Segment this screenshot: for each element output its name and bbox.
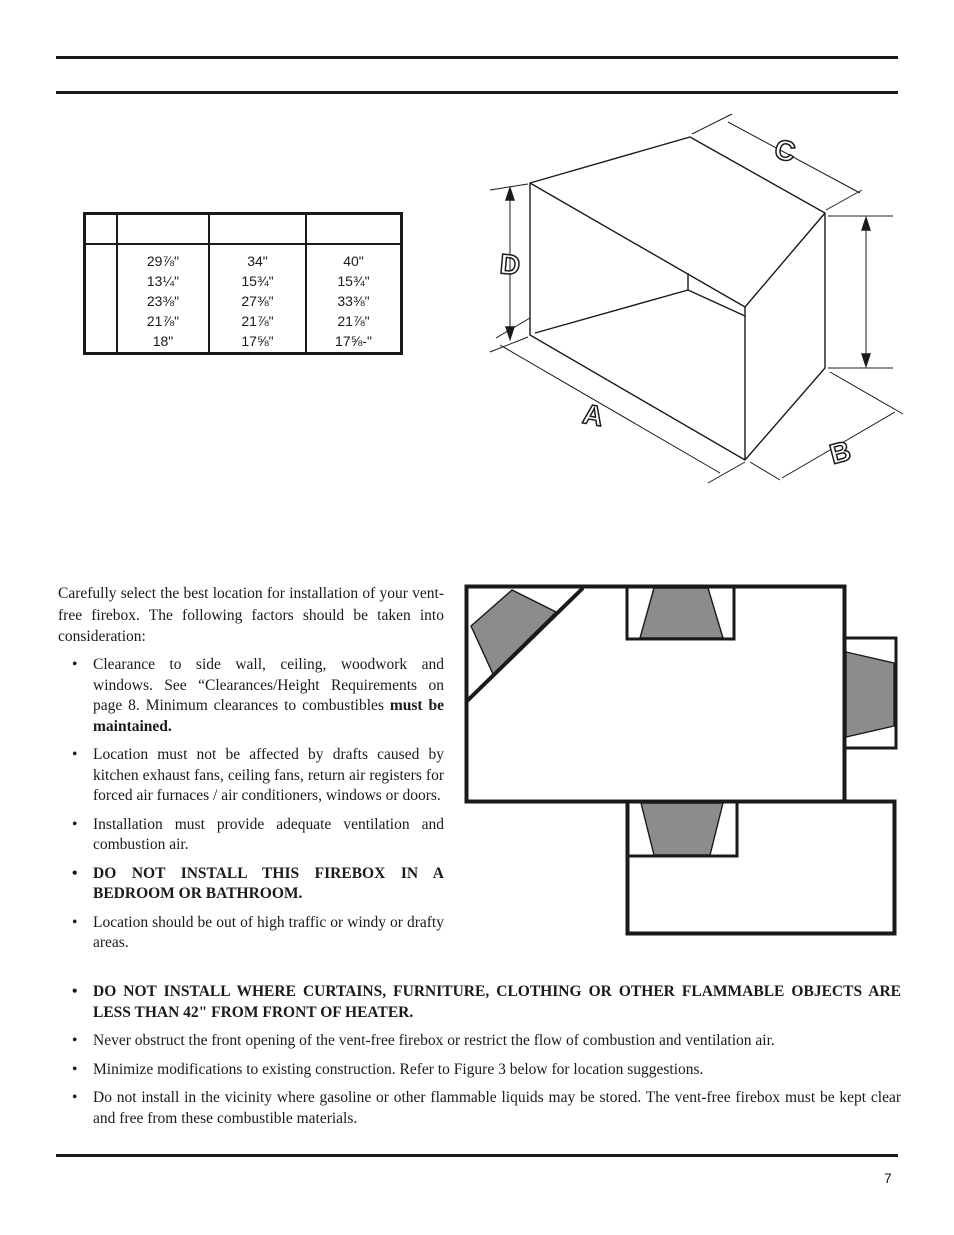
table-cell: 15¾"	[241, 273, 274, 289]
bullet-glyph: •	[72, 1032, 78, 1049]
flush-firebox	[640, 588, 723, 638]
table-cell: 23⅜"	[146, 293, 180, 309]
page-number: 7	[884, 1170, 892, 1186]
firebox-outline	[530, 137, 825, 460]
table-cell: 13¼"	[146, 273, 180, 289]
list-item: • Do not install in the vicinity where gasoline or other flammable liquids may be stored. The vent-free firebox must be kept clear and free from these combustible materials.	[72, 1089, 901, 1127]
arrowhead	[506, 188, 514, 200]
table-column-3	[307, 251, 400, 351]
dividing-wall-firebox	[641, 803, 723, 855]
table-cell: 17⅝"	[241, 333, 274, 349]
table-header-divider	[86, 243, 400, 245]
firebox-back-edge	[688, 290, 745, 316]
arrowhead	[862, 354, 870, 366]
firebox-dimension-diagram	[480, 105, 910, 495]
list-item: • Clearance to side wall, ceiling, woodwork and windows. See “Clearances/Height Requirements on page 8. Minimum clearances to combustibles must be maintained.	[72, 656, 444, 735]
table-cell: 33⅜"	[337, 293, 370, 309]
table-cell: 18"	[152, 333, 174, 349]
extension-line	[692, 114, 732, 134]
list-item: • Never obstruct the front opening of the vent-free firebox or restrict the flow of combustion and ventilation air.	[58, 1031, 901, 1052]
table-cell: 21⅞"	[337, 313, 370, 329]
list-item: • Location must not be affected by drafts caused by kitchen exhaust fans, ceiling fans, return air registers for forced air furnaces / air conditioners, windows or doors.	[72, 746, 444, 804]
label-b: B	[826, 434, 855, 471]
table-cell: 29⅞"	[146, 253, 180, 269]
table-cell: 17⅝-"	[335, 333, 372, 349]
header-rule	[56, 91, 898, 94]
extension-line	[708, 462, 745, 483]
table-cell: 21⅞"	[146, 313, 180, 329]
list-item: • Installation must provide adequate ventilation and combustion air.	[72, 815, 444, 853]
extension-line	[750, 462, 780, 480]
bullet-glyph: •	[72, 656, 78, 673]
table-column-1	[118, 251, 208, 351]
bullet-glyph: •	[72, 1089, 78, 1106]
table-cell: 40"	[343, 253, 364, 269]
table-cell: 27⅜"	[241, 293, 274, 309]
table-cell: 34"	[247, 253, 268, 269]
dimension-line-c	[728, 122, 860, 193]
bullet-glyph: •	[72, 864, 78, 882]
footer-rule	[56, 1154, 898, 1157]
extension-line	[830, 372, 903, 414]
dimension-line-a	[500, 345, 720, 473]
firebox-back-edge	[535, 273, 688, 333]
consideration-list-wide	[58, 982, 901, 1137]
projecting-firebox	[846, 652, 894, 737]
arrowhead	[862, 218, 870, 230]
extension-line	[826, 190, 862, 210]
room-location-plan	[460, 580, 905, 940]
arrowhead	[506, 327, 514, 339]
list-item: • Location should be out of high traffic or windy or drafty areas.	[72, 913, 444, 951]
label-c: C	[771, 133, 799, 168]
firebox-edge	[745, 213, 825, 307]
bullet-glyph: •	[72, 1060, 78, 1078]
bullet-glyph: •	[72, 983, 78, 1000]
bullet-glyph: •	[72, 913, 78, 931]
label-d: D	[498, 248, 522, 281]
bullet-glyph: •	[72, 746, 78, 763]
dimension-table	[83, 212, 403, 355]
table-cell: 15¾"	[337, 273, 370, 289]
firebox-edge	[530, 183, 745, 307]
bullet-glyph: •	[72, 815, 78, 833]
list-item: • Minimize modifications to existing construction. Refer to Figure 3 below for location suggestions.	[58, 1060, 901, 1081]
corner-firebox	[471, 590, 556, 674]
table-cell: 21⅞"	[241, 313, 274, 329]
table-column-2	[210, 251, 305, 351]
top-rule	[56, 56, 898, 59]
intro-paragraph: Carefully select the best location for installation of your vent-free firebox. The following factors should be taken into consideration:	[58, 585, 444, 645]
label-a: A	[580, 398, 606, 433]
consideration-list	[58, 655, 444, 962]
list-item: • DO NOT INSTALL THIS FIREBOX IN A BEDROOM OR BATHROOM.	[72, 864, 444, 902]
list-item: • DO NOT INSTALL WHERE CURTAINS, FURNITURE, CLOTHING OR OTHER FLAMMABLE OBJECTS ARE LESS THAN 42" FROM FRONT OF HEATER.	[72, 983, 901, 1021]
